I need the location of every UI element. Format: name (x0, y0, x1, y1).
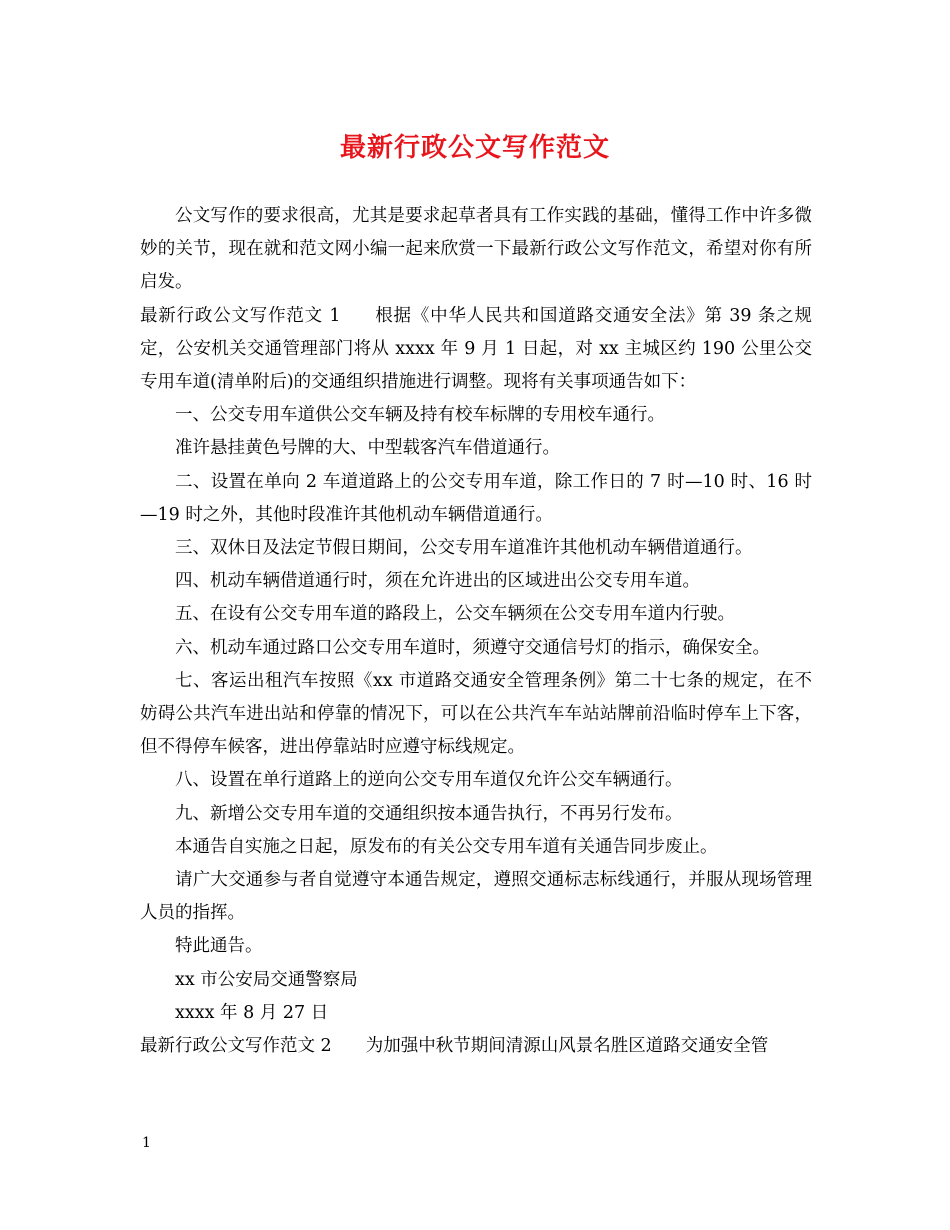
compliance-request: 请广大交通参与者自觉遵守本通告规定，遵照交通标志标线通行，并服从现场管理人员的指挥。 (140, 870, 812, 924)
section-1-lead: 根据《中华人民共和国道路交通安全法》第 39 条之规定，公安机关交通管理部门将从 xxxx 年 9 月 1 日起，对 xx 主城区约 190 公里公交专用车道(清单附后)的交通组织措施进行调整。现将有关事项通告如下： (140, 305, 812, 393)
section-1-paragraph (140, 300, 812, 400)
section-1-heading: 最新行政公文写作范文 1 (140, 305, 341, 326)
notice-item-5: 五、在设有公交专用车道的路段上，公交车辆须在公交专用车道内行驶。 (175, 604, 735, 625)
notice-item-1-note: 准许悬挂黄色号牌的大、中型载客汽车借道通行。 (175, 438, 560, 459)
issuing-authority: xx 市公安局交通警察局 (175, 969, 358, 990)
notice-item-8: 八、设置在单行道路上的逆向公交专用车道仅允许公交车辆通行。 (175, 770, 683, 791)
notice-item-2: 二、设置在单向 2 车道道路上的公交专用车道，除工作日的 7 时—10 时、16 时—19 时之外，其他时段准许其他机动车辆借道通行。 (140, 471, 812, 525)
notice-item-3: 三、双休日及法定节假日期间，公交专用车道准许其他机动车辆借道通行。 (175, 538, 753, 559)
document-body (140, 200, 812, 1063)
page-number: 1 (142, 1135, 151, 1151)
notice-item-4: 四、机动车辆借道通行时，须在允许进出的区域进出公交专用车道。 (175, 571, 700, 592)
notice-item-6: 六、机动车通过路口公交专用车道时，须遵守交通信号灯的指示，确保安全。 (175, 637, 770, 658)
repeal-statement: 本通告自实施之日起，原发布的有关公交专用车道有关通告同步废止。 (175, 836, 718, 857)
issue-date: xxxx 年 8 月 27 日 (175, 1002, 329, 1023)
closing-phrase: 特此通告。 (175, 936, 263, 957)
section-2-paragraph (140, 1030, 812, 1063)
notice-item-9: 九、新增公交专用车道的交通组织按本通告执行，不再另行发布。 (175, 803, 683, 824)
section-2-heading: 最新行政公文写作范文 2 (140, 1036, 332, 1057)
section-2-lead: 为加强中秋节期间清源山风景名胜区道路交通安全管 (365, 1036, 769, 1057)
notice-item-1: 一、公交专用车道供公交车辆及持有校车标牌的专用校车通行。 (175, 405, 665, 426)
document-title: 最新行政公文写作范文 (339, 133, 610, 163)
notice-item-7: 七、客运出租汽车按照《xx 市道路交通安全管理条例》第二十七条的规定，在不妨碍公共汽车进出站和停靠的情况下，可以在公共汽车车站站牌前沿临时停车上下客，但不得停车候客，进出停靠站时应遵守标线规定。 (140, 670, 812, 758)
intro-paragraph: 公文写作的要求很高，尤其是要求起草者具有工作实践的基础，懂得工作中许多微妙的关节，现在就和范文网小编一起来欣赏一下最新行政公文写作范文，希望对你有所启发。 (140, 206, 812, 293)
